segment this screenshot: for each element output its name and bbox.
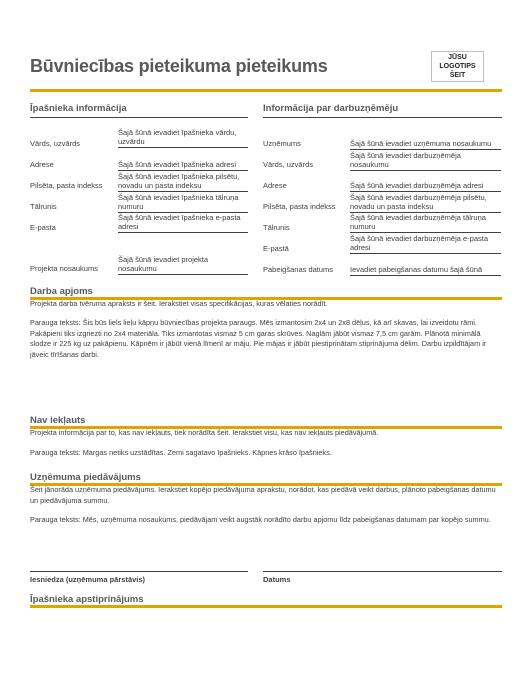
contractor-label-name: Vārds, uzvārds bbox=[263, 160, 314, 169]
scope-heading: Darba apjoms bbox=[30, 286, 93, 297]
owner-label-city: Pilsēta, pasta indekss bbox=[30, 181, 103, 190]
offer-intro: Šeit jānorāda uzņēmuma piedāvājums. Ierakstiet kopējo piedāvājuma aprakstu, norādot, kas piedāvā veikt darbus, plānoto pabeigšanas datumu un piedāvājuma summu. bbox=[30, 485, 496, 505]
contractor-label-phone: Tālrunis bbox=[263, 223, 290, 232]
contractor-field-address[interactable]: Šajā šūnā ievadiet darbuzņēmēja adresi bbox=[350, 181, 501, 192]
owner-label-address: Adrese bbox=[30, 160, 54, 169]
contractor-label-city: Pilsēta, pasta indekss bbox=[263, 202, 336, 211]
contractor-label-address: Adrese bbox=[263, 181, 287, 190]
contractor-heading-rule bbox=[263, 117, 502, 118]
owner-heading: Īpašnieka informācija bbox=[30, 103, 127, 114]
owner-field-project[interactable]: Šajā šūnā ievadiet projekta nosaukumu bbox=[118, 255, 248, 275]
excluded-example: Parauga teksts: Margas netiks uzstādītas. Zemi sagatavo īpašnieks. Kāpnes krāso īpašnieks. bbox=[30, 448, 332, 457]
contractor-field-email[interactable]: Šajā šūnā ievadiet darbuzņēmēja e-pasta adresi bbox=[350, 234, 501, 254]
contractor-field-completion[interactable]: Ievadiet pabeigšanas datumu šajā šūnā bbox=[350, 265, 501, 276]
offer-example: Parauga teksts: Mēs, uzņēmuma nosaukums, piedāvājam veikt augstāk norādīto darbu apjomu līdz pabeigšanas datumam par kopējo summu. bbox=[30, 515, 491, 524]
excluded-intro: Projekta informācija par to, kas nav iekļauts, tiek norādīta šeit. Ierakstiet visu, kas nav iekļauts piedāvājumā. bbox=[30, 428, 379, 437]
owner-field-name[interactable]: Šajā šūnā ievadiet īpašnieka vārdu, uzvārdu bbox=[118, 128, 248, 148]
owner-field-city[interactable]: Šajā šūnā ievadiet īpašnieka pilsētu, novadu un pasta indeksu bbox=[118, 172, 248, 192]
contractor-field-phone[interactable]: Šajā šūnā ievadiet darbuzņēmēja tālruņa numuru bbox=[350, 213, 501, 233]
scope-example: Parauga teksts: Šis būs liels lieļu kāpņu būvniecības projekta paraugs. Mēs izmantosim 2x4 un 2x8 dēļus, kā arī skavas, lai izveidotu rāmi. Pakāpieni tiks izgriezti no 2x4 materiāla. Tiks izmantotas vismaz 5 cm garas skrūves. Naglām jābūt vismaz 7,5 cm garām. Plānotā minimālā slodze ir 225 kg uz pakāpienu. Kāpnēm ir jābūt vienā līmenī ar māju. Pie mājas ir jābūt piestiprinātam stiprinājuma dēlim. Darbu izpildītājam ir jāveic tīrīšanas darbi. bbox=[30, 318, 487, 359]
owner-label-project: Projekta nosaukums bbox=[30, 264, 98, 273]
signature-line-submitted bbox=[30, 571, 248, 572]
header-rule bbox=[30, 89, 502, 92]
contractor-label-company: Uzņēmums bbox=[263, 139, 301, 148]
approval-rule bbox=[30, 605, 502, 608]
owner-field-phone[interactable]: Šajā šūnā ievadiet īpašnieka tālruņa numuru bbox=[118, 193, 248, 213]
contractor-field-name[interactable]: Šajā šūnā ievadiet darbuzņēmēja nosaukumu bbox=[350, 151, 501, 171]
approval-heading: Īpašnieka apstiprinājums bbox=[30, 594, 144, 605]
owner-label-email: E-pasta bbox=[30, 223, 56, 232]
offer-heading: Uzņēmuma piedāvājums bbox=[30, 472, 141, 483]
page-title: Būvniecības pieteikuma pieteikums bbox=[30, 56, 328, 76]
owner-heading-rule bbox=[30, 117, 248, 118]
scope-intro: Projekta darba tvēruma apraksts ir šeit. Ierakstiet visas specifikācijas, kuras vēlaties norādīt. bbox=[30, 299, 328, 308]
contractor-label-completion: Pabeigšanas datums bbox=[263, 265, 334, 274]
contractor-label-email: E-pastā bbox=[263, 244, 289, 253]
date-label: Datums bbox=[263, 575, 291, 584]
logo-placeholder: JŪSU LOGOTIPS ŠEIT bbox=[431, 51, 484, 82]
contractor-heading: Informācija par darbuzņēmēju bbox=[263, 103, 399, 114]
contractor-field-company[interactable]: Šajā šūnā ievadiet uzņēmuma nosaukumu bbox=[350, 139, 501, 150]
excluded-heading: Nav iekļauts bbox=[30, 415, 86, 426]
owner-label-name: Vārds, uzvārds bbox=[30, 139, 81, 148]
owner-field-address[interactable]: Šajā šūnā ievadiet īpašnieka adresi bbox=[118, 160, 248, 171]
owner-label-phone: Tālrunis bbox=[30, 202, 57, 211]
submitted-by-label: Iesniedza (uzņēmuma pārstāvis) bbox=[30, 575, 146, 584]
owner-field-email[interactable]: Šajā šūnā ievadiet īpašnieka e-pasta adresi bbox=[118, 213, 248, 233]
contractor-field-city[interactable]: Šajā šūnā ievadiet darbuzņēmēja pilsētu, novadu un pasta indeksu bbox=[350, 193, 501, 213]
signature-line-date bbox=[263, 571, 502, 572]
